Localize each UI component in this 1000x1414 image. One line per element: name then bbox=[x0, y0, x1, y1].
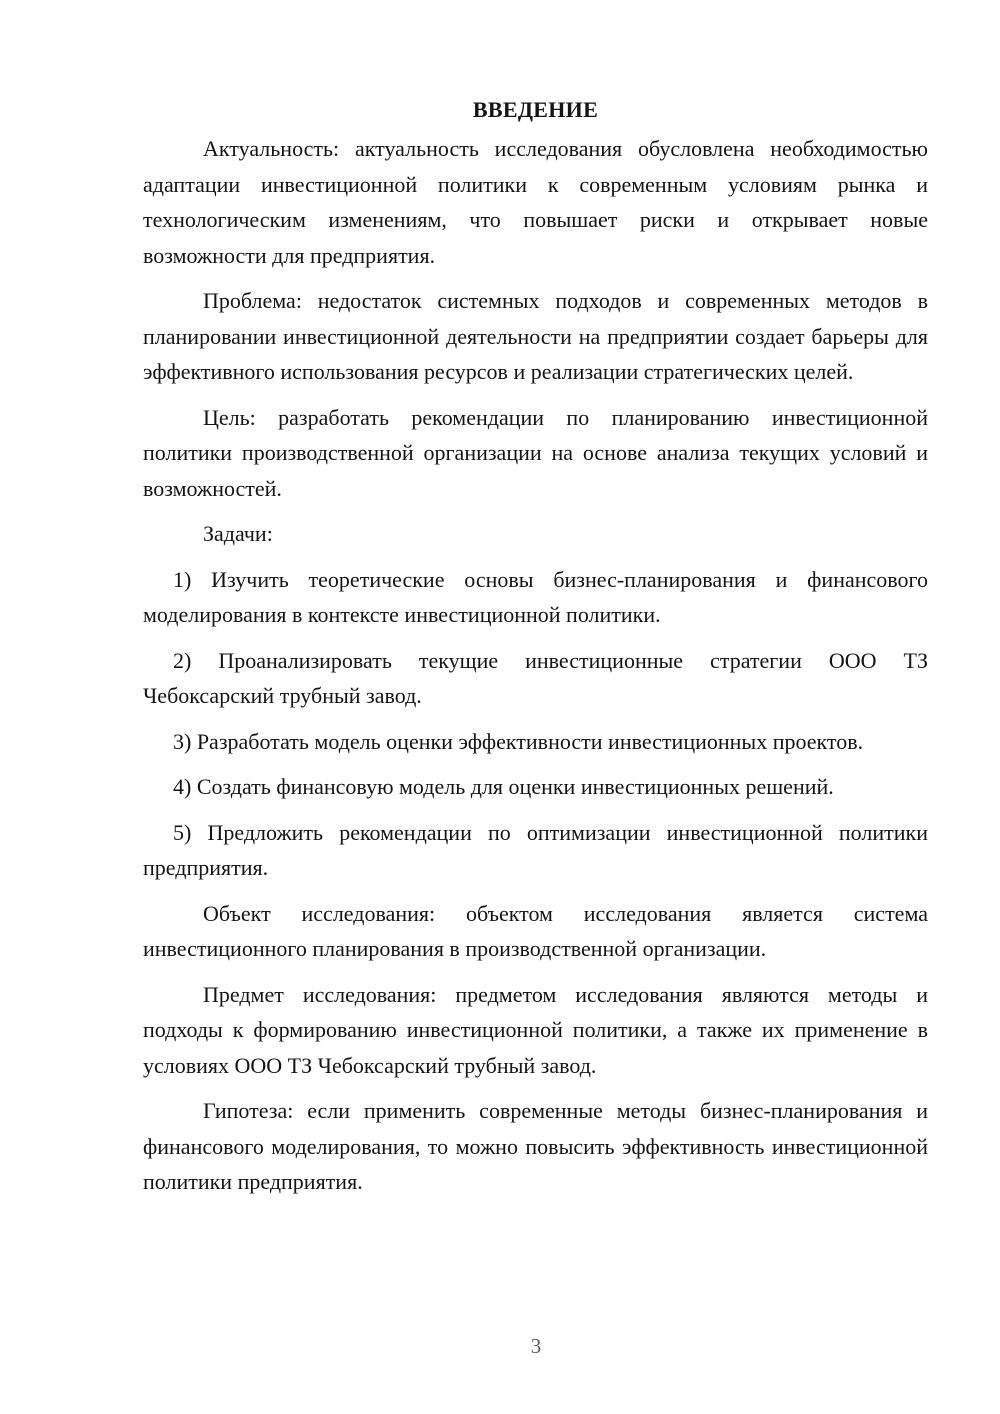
problem-paragraph: Проблема: недостаток системных подходов и современных методов в планировании инвестиционной деятельности на предприятии создает барьеры для эффективного использования ресурсов и реализации стратегических целей. bbox=[143, 288, 928, 384]
page-title: ВВЕДЕНИЕ bbox=[472, 97, 599, 122]
goal-paragraph: Цель: разработать рекомендации по планированию инвестиционной политики производственной организации на основе анализа текущих условий и возможностей. bbox=[143, 404, 928, 501]
research-subject-paragraph: Предмет исследования: предметом исследования являются методы и подходы к формированию инвестиционной политики, а также их применение в условиях ООО ТЗ Чебоксарский трубный завод. bbox=[143, 981, 928, 1078]
task-item-4: 4) Создать финансовую модель для оценки инвестиционных решений. bbox=[173, 774, 834, 799]
relevance-paragraph: Актуальность: актуальность исследования обусловлена необходимостью адаптации инвестиционной политики к современным условиям рынка и технологическим изменениям, что повышает риски и открывает новые возможности для предприятия. bbox=[143, 136, 928, 268]
hypothesis-paragraph: Гипотеза: если применить современные методы бизнес-планирования и финансового моделирования, то можно повысить эффективность инвестиционной политики предприятия. bbox=[143, 1098, 928, 1194]
page-content bbox=[143, 92, 928, 1210]
page-number: 3 bbox=[530, 1334, 542, 1358]
task-item-5: 5) Предложить рекомендации по оптимизации инвестиционной политики предприятия. bbox=[143, 819, 928, 880]
task-item-2: 2) Проанализировать текущие инвестиционные стратегии ООО ТЗ Чебоксарский трубный завод. bbox=[143, 647, 928, 708]
task-item-3: 3) Разработать модель оценки эффективности инвестиционных проектов. bbox=[173, 728, 864, 754]
task-item-1: 1) Изучить теоретические основы бизнес-планирования и финансового моделирования в контексте инвестиционной политики. bbox=[143, 566, 928, 627]
tasks-heading: Задачи: bbox=[203, 521, 273, 546]
research-object-paragraph: Объект исследования: объектом исследования является система инвестиционного планирования в производственной организации. bbox=[143, 900, 928, 961]
